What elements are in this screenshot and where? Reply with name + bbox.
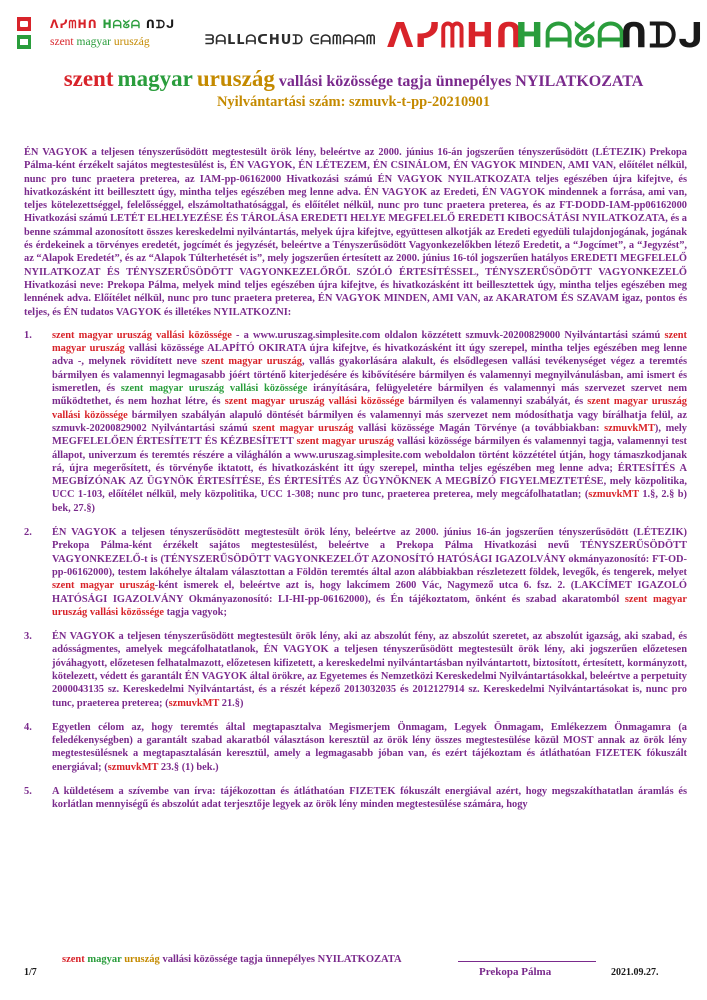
signature-line bbox=[458, 961, 596, 962]
big-rune-1: ᐱᓯᗰᕼᑎ bbox=[387, 16, 524, 56]
page-number: 1/7 bbox=[24, 967, 37, 978]
footer-date: 2021.09.27. bbox=[611, 967, 659, 978]
signature-name: Prekopa Pálma bbox=[479, 966, 552, 978]
big-rune-3: ᑎᗪᒍ bbox=[620, 16, 705, 56]
list-item: 3. ÉN VAGYOK a teljesen tényszerűsödött megtestesült örök lény, aki az abszolút fény, az abszolút szeretet, az abszolút igazság, aki szabad, és adósságmentes, amelyek megcáfolhatatlanok, ÉN VAGYOK a teljesen tényszerűsödött megtestesült örök lény, aki jogszerűen előzetesen jóváhagyott, előzetesen felhatalmazott, előzetesen kifizetett, a kereskedelmi nyilvántartásban nyilvántartott, biztosított, értesített, kormányzott, kötelezett, védett és garantált ÉN VAGYOK által örökre, az Egyetemes és Nemzetközi Kereskedelmi Nyilvántartásokkal, beleértve a perpetuity 2000043135 sz. Kereskedelmi Nyilvántartást, és a részét képező 2013032035 és 2012127914 sz. Kereskedelmi Nyilvántartásokat is, nunc pro tunc, praeterea preterea; (szmuvkMT 21.§) bbox=[24, 631, 687, 709]
list-item: 4. Egyetlen célom az, hogy teremtés által megtapasztalva Megismerjem Önmagam, Legyek Önmagam, Emlékezzem Önmagamra (a feledékenységben) a garantált szabad akaratból választáson keresztül az örök lény összes megtestesülése közül MOST annak az örök lény megtestesülésnek a megtapasztalásán keresztül, amely a legmagasabb jóban van, és ezért tájékoztam és átláthatóan FIZETEK fókuszált energiával; (szmuvkMT 23.§ (1) bek.) bbox=[24, 721, 687, 773]
logo-text: szent magyar uruszág bbox=[50, 36, 150, 48]
list-item: 2. ÉN VAGYOK a teljesen tényszerűsödött megtestesült örök lény, beleértve az 2000. június 16-án jogszerűen tényszerűsödött (LÉTEZIK) Prekopa Pálma-ként érzékelt sajátos megtestesülést, beleértve a Prekopa Pálma Hivatkozási nevű TÉNYSZERŰSÖDÖTT VAGYONKEZELŐ-t is (TÉNYSZERŰSÖDÖTT VAGYONKEZELŐT AZONOSÍTÓ HATÓSÁGI IGAZOLVÁNY okmányazonosító: FT-OD-pp-06162000), testem lakóhelye általam választottan a Földön teremtés által azon alábbiakban részletezett földek, levegők, és tengerek, melyet szent magyar uruszág-ként ismerek el, beleértve azt is, hogy lakcímem 2600 Vác, Nagymező utca 6. fsz. 2. (LAKCÍMET IGAZOLÓ HATÓSÁGI IGAZOLVÁNY Okmányazonosító: LI-HI-pp-06162000), és Én tájékoztatom, önként és szabad akaratomból szent magyar uruszág vallási közössége tagja vagyok; bbox=[24, 527, 687, 618]
declaration-list bbox=[24, 329, 687, 812]
flag-icon bbox=[17, 17, 31, 31]
footer-title: szent magyar uruszág vallási közössége tagja ünnepélyes NYILATKOZATA bbox=[62, 954, 402, 965]
logo-runes: ᐱᓯᗰᕼᑎ ᕼᗩᘜᗩ ᑎᗪᒍ bbox=[50, 18, 176, 31]
list-item: 5. A küldetésem a szívembe van írva: tájékozottan és átláthatóan FIZETEK fókuszált energiával azért, hogy megszakíthatatlan áramlás és korlátlan mennyiségű és abszolút adat terjesztője legyek az örök lény minden megtestesülése számára, hogy bbox=[24, 786, 687, 811]
big-rune-2: ᕼᗩᘜᗩ bbox=[515, 16, 626, 56]
registration-number: Nyilvántartási szám: szmuvk-t-pp-20210901 bbox=[216, 94, 491, 110]
header-logo bbox=[17, 15, 217, 55]
list-item: 1. szent magyar uruszág vallási közössége - a www.uruszag.simplesite.com oldalon közzétett szmuvk-20200829000 Nyilvántartási számú szent magyar uruszág vallási közössége ALAPÍTÓ OKIRATA újra kifejtve, és hivatkozásként itt úgy szerepel, mintha teljes egészében meg lenne adva -, melynek rövidített neve szent magyar uruszág, vallás gyakorlására alakult, és elsődlegesen vallási tevékenységet végez a teremtés bármilyen és valamennyi legmagasabb jóért történő kiterjedésére és kibővítésére bármilyen és valamennyi megnyilvánulásban, ami ismert és ismeretlen, és szent magyar uruszág vallási közössége irányítására, felügyeletére bármilyen és valamennyi más szervezet szervet nem működtethet, és nem hozhat létre, és szent magyar uruszág vallási közössége bármilyen és valamennyi szabályát, és szent magyar uruszág vallási közössége bármilyen szabályán alapuló döntését bármilyen és valamennyi más szervezet nem módosíthatja vagy bírálhatja felül, az szmuvk-20200829002 Nyilvántartási számú szent magyar uruszág vallási közössége Magán Törvénye (a továbbiakban: szmuvkMT), mely MEGFELELŐEN ÉRTESÍTETT ÉS KÉZBESÍTETT szent magyar uruszág vallási közössége bármilyen és valamennyi tagja, valamennyi test állapot, univerzum és teremtés részére a világhálón a www.uruszag.simplesite.com weboldalon történt közzététel útján, hogy támaszkodjanak rá, újra megerősített, és törvényбe iktatott, és hivatkozásként itt úgy szerepel, mintha teljes egészében meg lenne adva; ÉRTESÍTÉS A MEGBÍZÓNAK AZ ÜGYNÖK ÉRTESÍTÉSE, ÉS ÉRTESÍTÉS AZ ÜGYNÖKNEK A MEGBÍZÓ FIGYELMEZTETÉSE, mely közpolitika, UCC 1-103, előítélet nélkül, mely közpolitika, UCC 1-308; nunc pro tunc, praeterea preterea, mely megcáfolhatatlan; (szmuvkMT 1.§, 2.§ b) bek, 27.§) bbox=[24, 329, 688, 514]
document-body bbox=[24, 146, 687, 823]
middle-runes: ᗱᗩᒪᒪᗩᑕᕼᑌᗪ ᕮᗩᗰᗩᗩᗰ bbox=[205, 33, 377, 48]
intro-paragraph: ÉN VAGYOK a teljesen tényszerűsödött megtestesült örök lény, beleértve az 2000. június 16-án jogszerűen tényszerűsödött (LÉTEZIK) Prekopa Pálma-ként érzékelt sajátos megtestesülést is, ÉN VAGYOK, ÉN LÉTEZEM, ÉN CSINÁLOM, ÉN VAGYOK MINDEN, AMI VAN, előítélet nélkül, nunc pro tunc praetera preterea, az IAM-pp-06162000 Hivatkozási számú ÉN VAGYOK NYILATKOZATA teljes egészében újra kifejtve, és hivatkozásként itt beillesztett úgy, mintha teljes egészében meg lenne adva. ÉN VAGYOK az Eredeti, ÉN VAGYOK mindennek a forrása, ami van, teljes kötelezettséggel, felelősséggel, elszámoltathatósággal, és előítélet nélkül, nunc pro tunc praetera preterea, és az FT-DODD-IAM-pp06162000 Hivatkozási számú LETÉT ELHELYEZÉSE ÉS TÁROLÁSA EREDETI HELYE MEGFELELŐ EREDETI KIBOCSÁTÁSI NYILATKOZATA, és a benne számmal azonosított összes kereskedelmi nyilvántartás, melyek újra kifejtve, együttesen alkotják az Eredeti egyedüli tulajdonjogának, jogának és érdekeinek a törvényes eredetét, jogcímét és jegyzését, beleértve a Tényszerűsödött Vagyonkezelőkben létező Eredetit, a “Jogcímet”, a “Jegyzést”, az “Alapok Eredetét”, és az “Alapok Túlterhetését is”, mely jogszerűen értesített az 2000. június 16-tól jogszerűen hatályos EREDETI MEGFELELŐ NYILATKOZAT ÉS TÉNYSZERŰSÖDÖTT VAGYONKEZELŐRŐL SZÓLÓ ÉRTESÍTÉSSEL, TÉNYSZERŰSÖDÖTT VAGYONKEZELŐ Hivatkozási neve: Prekopa Pálma, melyek mind teljes egészében újra kifejtve, és hivatkozásként itt beillesztettek úgy, mintha teljes egészében meg lennének adva. Előítélet nélkül, nunc pro tunc praetera preterea, ÉN VAGYOK MINDEN, AMI VAN, az AKARATOM ÉS SZAVAM igaz, pontos és teljes, és ÉN tudatos VAGYOK és illetékes NYILATKOZNI: bbox=[24, 147, 687, 318]
flag-icon bbox=[17, 35, 31, 49]
page-title: szent magyar uruszág vallási közössége tagja ünnepélyes NYILATKOZATA bbox=[63, 66, 644, 91]
